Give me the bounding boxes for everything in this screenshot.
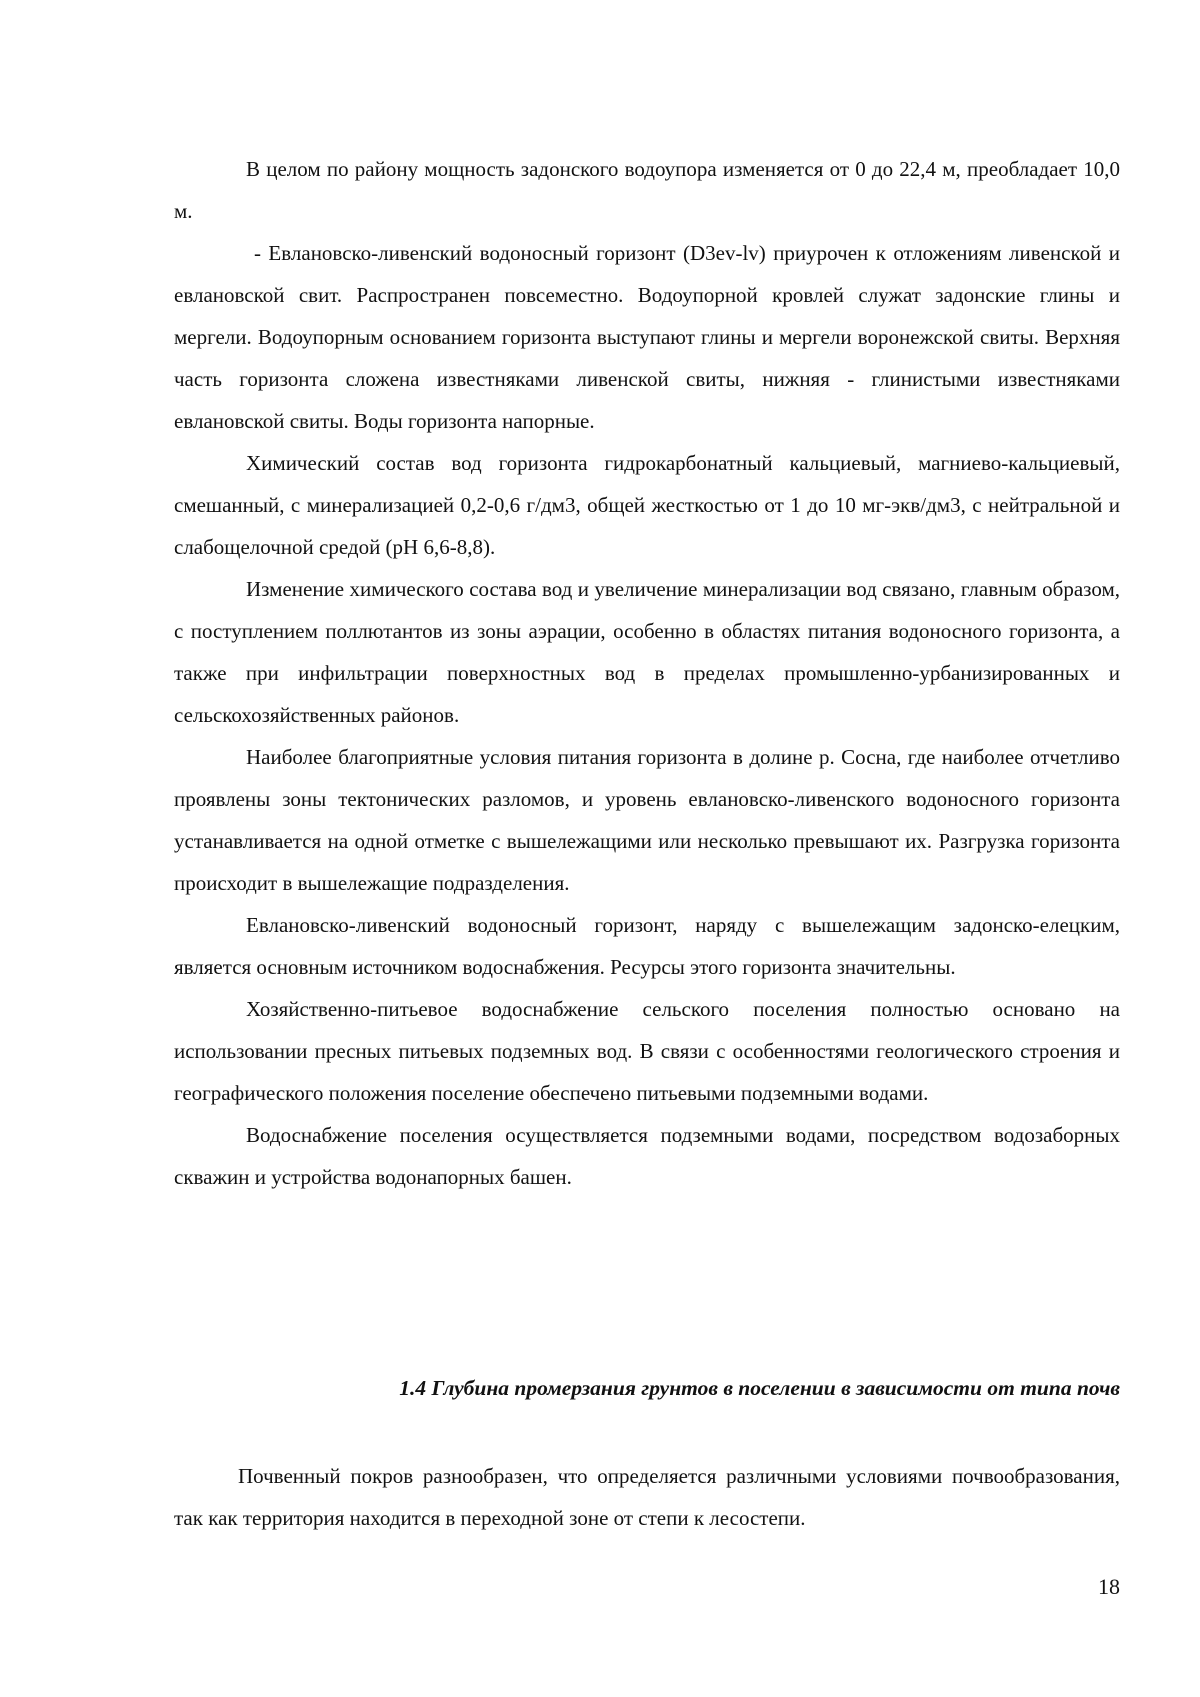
body-text: [174, 148, 1120, 1198]
paragraph: Изменение химического состава вод и увеличение минерализации вод связано, главным образом, с поступлением поллютантов из зоны аэрации, особенно в областях питания водоносного горизонта, а также при инфильтрации поверхностных вод в пределах промышленно-урбанизированных и сельскохозяйственных районов.: [174, 577, 1120, 727]
paragraph: - Евлановско-ливенский водоносный горизонт (D3ev-lv) приурочен к отложениям ливенской и евлановской свит. Распространен повсеместно. Водоупорной кровлей служат задонские глины и мергели. Водоупорным основанием горизонта выступают глины и мергели воронежской свиты. Верхняя часть горизонта сложена известняками ливенской свиты, нижняя - глинистыми известняками евлановской свиты. Воды горизонта напорные.: [174, 241, 1120, 433]
section-body-text: [174, 1455, 1120, 1539]
paragraph: Хозяйственно-питьевое водоснабжение сельского поселения полностью основано на использовании пресных питьевых подземных вод. В связи с особенностями геологического строения и географического положения поселение обеспечено питьевыми подземными водами.: [174, 997, 1120, 1105]
paragraph: В целом по району мощность задонского водоупора изменяется от 0 до 22,4 м, преобладает 10,0 м.: [174, 157, 1120, 223]
paragraph: Евлановско-ливенский водоносный горизонт, наряду с вышележащим задонско-елецким, является основным источником водоснабжения. Ресурсы этого горизонта значительны.: [174, 913, 1120, 979]
paragraph: Химический состав вод горизонта гидрокарбонатный кальциевый, магниево-кальциевый, смешанный, с минерализацией 0,2-0,6 г/дм3, общей жесткостью от 1 до 10 мг-экв/дм3, с нейтральной и слабощелочной средой (рН 6,6-8,8).: [174, 451, 1120, 559]
page-number: 18: [1098, 1574, 1120, 1599]
paragraph: Наиболее благоприятные условия питания горизонта в долине р. Сосна, где наиболее отчетливо проявлены зоны тектонических разломов, и уровень евлановско-ливенского водоносного горизонта устанавливается на одной отметке с вышележащими или несколько превышают их. Разгрузка горизонта происходит в вышележащие подразделения.: [174, 745, 1120, 895]
section-heading: 1.4 Глубина промерзания грунтов в поселении в зависимости от типа почв: [399, 1376, 1120, 1400]
paragraph: Почвенный покров разнообразен, что определяется различными условиями почвообразования, так как территория находится в переходной зоне от степи к лесостепи.: [174, 1464, 1120, 1530]
paragraph: Водоснабжение поселения осуществляется подземными водами, посредством водозаборных скважин и устройства водонапорных башен.: [174, 1123, 1120, 1189]
